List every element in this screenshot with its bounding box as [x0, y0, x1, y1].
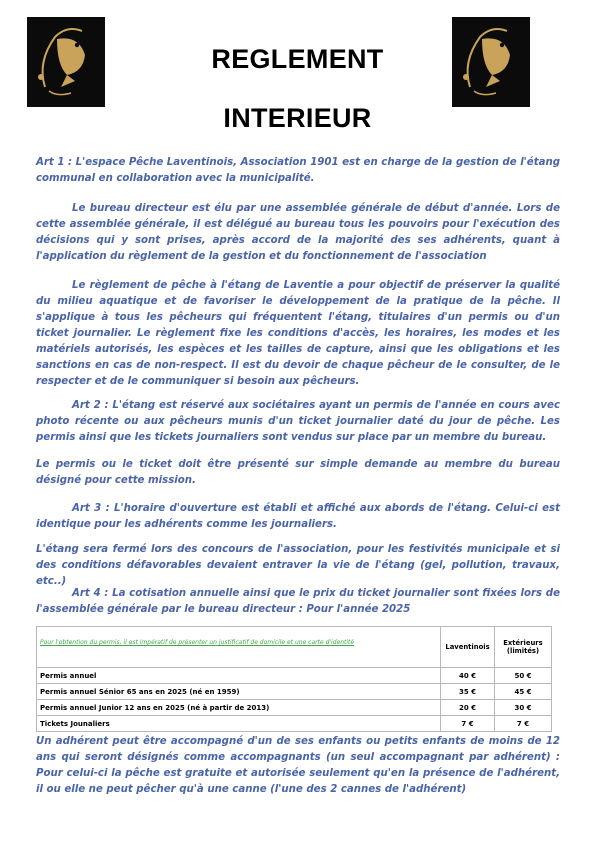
row-label: Permis annuel Junior 12 ans en 2025 (né à partir de 2013) — [37, 700, 441, 716]
price-laventinois: 35 € — [441, 684, 495, 700]
paragraph-art-2: Art 2 : L'étang est réservé aux sociétaires ayant un permis de l'année en cours avec photo récente ou aux pêcheurs munis d'un ticket journalier daté du jour de pêche. Les permis ainsi que les tickets journaliers sont vendus sur place par un membre du bureau. — [36, 400, 560, 443]
price-table — [36, 626, 552, 732]
paragraph-permis: Le permis ou le ticket doit être présenté sur simple demande au membre du bureau désigné pour cette mission. — [36, 459, 560, 486]
fish-logo-icon — [452, 17, 530, 107]
logo-left — [27, 17, 105, 107]
price-exterieurs: 30 € — [495, 700, 552, 716]
table-header-row — [37, 627, 552, 668]
table-row — [37, 684, 552, 700]
row-label: Tickets Jounaliers — [37, 716, 441, 732]
price-laventinois: 40 € — [441, 668, 495, 684]
logo-right — [452, 17, 530, 107]
table-row — [37, 700, 552, 716]
price-laventinois: 7 € — [441, 716, 495, 732]
page-title-line-2: INTERIEUR — [223, 103, 372, 133]
price-laventinois: 20 € — [441, 700, 495, 716]
price-exterieurs: 50 € — [495, 668, 552, 684]
paragraph-reglement: Le règlement de pêche à l'étang de Laventie a pour objectif de préserver la qualité du milieu aquatique et de favoriser le développement de la pratique de la pêche. Il s'applique à tous les pêcheurs qui fréquentent l'étang, titulaires d'un permis ou d'un ticket journalier. Le règlement fixe les conditions d'accès, les horaires, les modes et les matériels autorisés, les espèces et les tailles de capture, ainsi que les obligations et les sanctions en cas de non-respect. Il est du devoir de chaque pêcheur de le consulter, de le respecter et de le communiquer si besoin aux pêcheurs. — [36, 280, 560, 387]
table-row — [37, 668, 552, 684]
price-exterieurs: 45 € — [495, 684, 552, 700]
paragraph-art-3: Art 3 : L'horaire d'ouverture est établi et affiché aux abords de l'étang. Celui-ci est identique pour les adhérents comme les journaliers. — [36, 503, 560, 530]
table-note: Pour l'obtention du permis, il est impératif de présenter un justificatif de domicile et une carte d'identité — [37, 627, 441, 668]
paragraph-fermeture: L'étang sera fermé lors des concours de l'association, pour les festivités municipale et si des conditions défavorables devaient entraver la vie de l'étang (gel, pollution, travaux, etc..) — [36, 544, 560, 587]
table-row — [37, 716, 552, 732]
row-label: Permis annuel Sénior 65 ans en 2025 (né en 1959) — [37, 684, 441, 700]
column-header-laventinois: Laventinois — [441, 627, 495, 668]
paragraph-bureau: Le bureau directeur est élu par une assemblée générale de début d'année. Lors de cette assemblée générale, il est délégué au bureau tous les pouvoirs pour l'exécution des décisions qui y sont prises, après accord de la majorité des ses adhérents, quant à l'application du règlement de la gestion et du fonctionnement de l'association — [36, 203, 560, 262]
paragraph-art-1: Art 1 : L'espace Pêche Laventinois, Association 1901 est en charge de la gestion de l'étang communal en collaboration avec la municipalité. — [36, 157, 560, 184]
fish-logo-icon — [27, 17, 105, 107]
paragraph-art-4: Art 4 : La cotisation annuelle ainsi que le prix du ticket journalier sont fixées lors de l'assemblée générale par le bureau directeur : Pour l'année 2025 — [36, 588, 560, 615]
column-header-exterieurs: Extérieurs (limités) — [495, 627, 552, 668]
paragraph-accompagnant: Un adhérent peut être accompagné d'un de ses enfants ou petits enfants de moins de 12 ans qui seront désignés comme accompagnants (un seul accompagnant par adhérent) : Pour celui-ci la pêche est gratuite et autorisée seulement qu'en la présence de l'adhérent, il ou elle ne peut pêcher qu'à une canne (l'une des 2 cannes de l'adhérent) — [36, 736, 560, 795]
price-exterieurs: 7 € — [495, 716, 552, 732]
page-title-line-1: REGLEMENT — [211, 44, 384, 74]
row-label: Permis annuel — [37, 668, 441, 684]
